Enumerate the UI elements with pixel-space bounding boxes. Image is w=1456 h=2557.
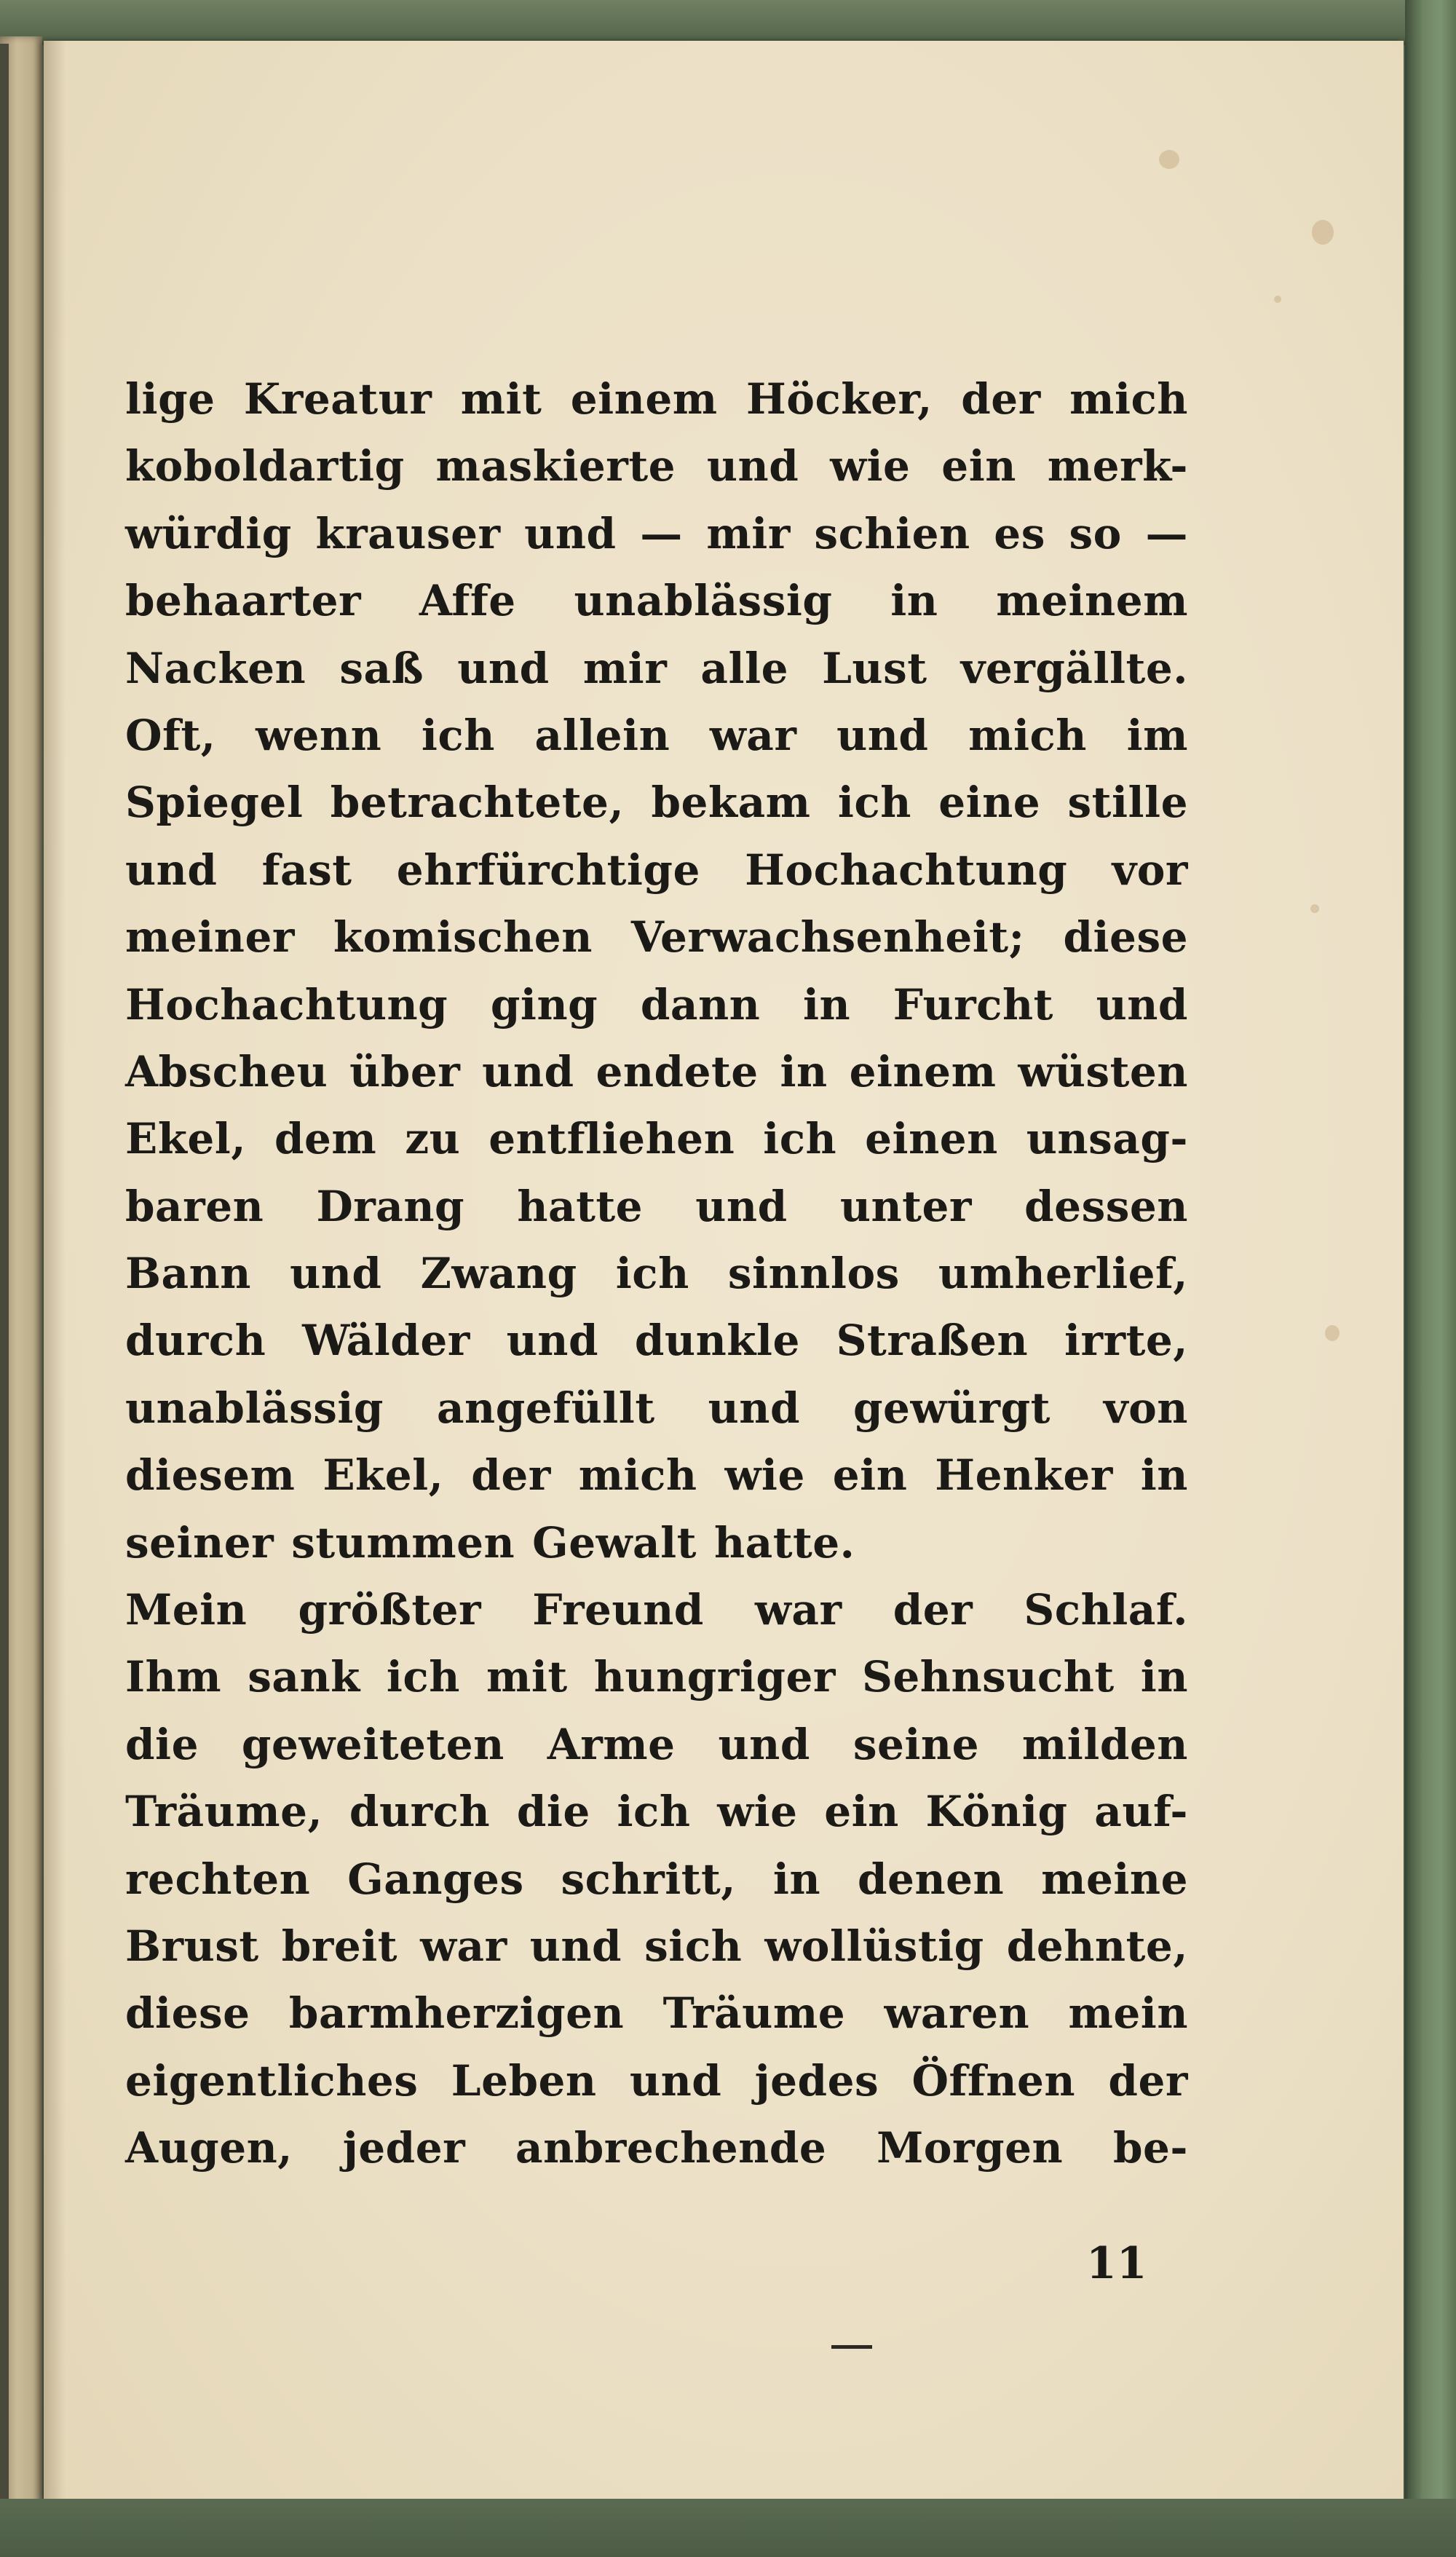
text-line: koboldartig maskierte und wie ein merk- — [125, 441, 1188, 491]
text-line: Spiegel betrachtete, bekam ich eine stille — [125, 778, 1188, 828]
text-line: würdig krauser und — mir schien es so — — [125, 508, 1188, 558]
body-text — [125, 374, 1188, 2191]
foxing-spot — [1274, 296, 1281, 303]
text-line: Augen, jeder anbrechende Morgen be- — [125, 2123, 1188, 2173]
footer-dash — [831, 2345, 872, 2349]
text-line: die geweiteten Arme und seine milden — [125, 1719, 1188, 1769]
text-line: Hochachtung ging dann in Furcht und — [125, 979, 1188, 1029]
text-line: eigentliches Leben und jedes Öffnen der — [125, 2055, 1188, 2106]
text-line: diesem Ekel, der mich wie ein Henker in — [125, 1450, 1188, 1501]
text-line: rechten Ganges schritt, in denen meine — [125, 1854, 1188, 1904]
text-line: diese barmherzigen Träume waren mein — [125, 1988, 1188, 2039]
foxing-spot — [1310, 904, 1319, 913]
text-line: baren Drang hatte und unter dessen — [125, 1181, 1188, 1231]
spine-shadow — [0, 44, 9, 2505]
text-line: Nacken saß und mir alle Lust vergällte. — [125, 643, 1188, 693]
text-line: Brust breit war und sich wollüstig dehnte, — [125, 1921, 1188, 1971]
foxing-spot — [1312, 220, 1334, 245]
cloth-cover-edge — [1405, 0, 1456, 2557]
text-line: Ihm sank ich mit hungriger Sehnsucht in — [125, 1652, 1188, 1702]
text-line: durch Wälder und dunkle Straßen irrte, — [125, 1316, 1188, 1366]
text-line: seiner stummen Gewalt hatte. — [125, 1517, 855, 1568]
foxing-spot — [1159, 150, 1179, 169]
page-number: 11 — [1086, 2238, 1147, 2289]
text-line: Mein größter Freund war der Schlaf. — [125, 1585, 1188, 1635]
text-line: unablässig angefüllt und gewürgt von — [125, 1383, 1188, 1433]
text-line: Ekel, dem zu entfliehen ich einen unsag- — [125, 1114, 1188, 1164]
cloth-binding-bottom — [0, 2499, 1456, 2557]
text-line: behaarter Affe unablässig in meinem — [125, 576, 1188, 626]
text-line: Oft, wenn ich allein war und mich im — [125, 710, 1188, 760]
text-line: Bann und Zwang ich sinnlos umherlief, — [125, 1249, 1188, 1299]
text-line: Abscheu über und endete in einem wüsten — [125, 1046, 1188, 1096]
text-line: Träume, durch die ich wie ein König auf- — [125, 1787, 1188, 1837]
book-page — [44, 41, 1404, 2502]
foxing-spot — [1325, 1325, 1340, 1341]
text-line: meiner komischen Verwachsenheit; diese — [125, 912, 1188, 963]
text-line: und fast ehrfürchtige Hochachtung vor — [125, 845, 1188, 895]
cloth-binding-top — [0, 0, 1456, 45]
text-line: lige Kreatur mit einem Höcker, der mich — [125, 374, 1188, 424]
